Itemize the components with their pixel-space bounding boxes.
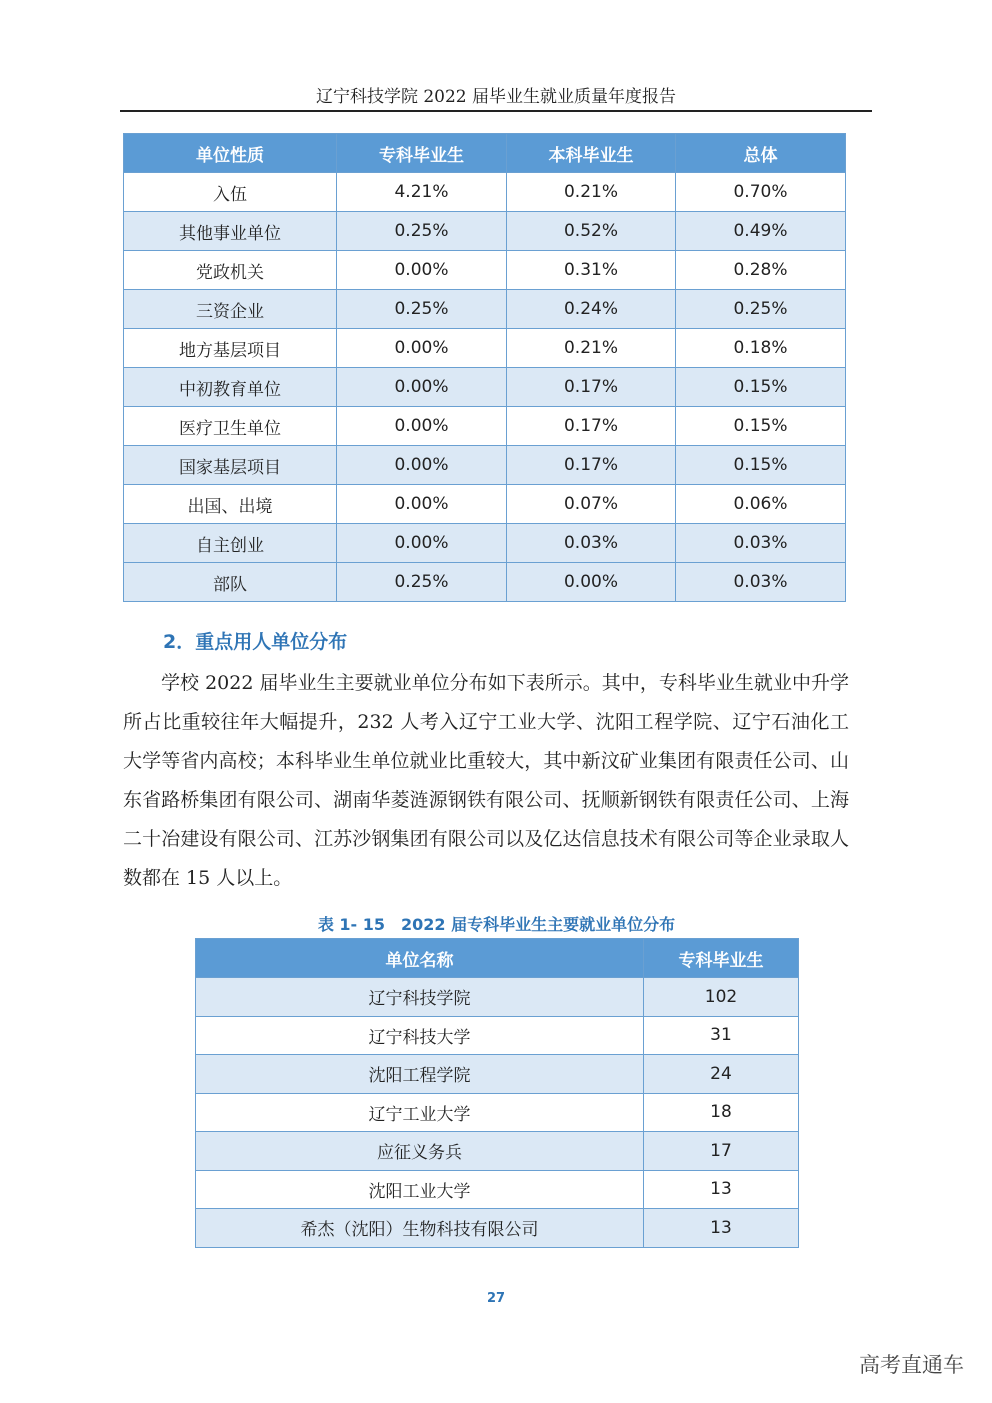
table-row [124, 485, 846, 524]
table-cell: 0.15% [676, 446, 846, 485]
table-cell: 18 [644, 1093, 799, 1132]
table-cell: 4.21% [337, 173, 507, 212]
table-cell: 0.28% [676, 251, 846, 290]
table-cell: 其他事业单位 [124, 212, 337, 251]
table-row [196, 1093, 799, 1132]
table-cell: 0.00% [337, 251, 507, 290]
table-cell: 0.00% [337, 368, 507, 407]
table-cell: 0.52% [507, 212, 676, 251]
column-header: 单位性质 [124, 134, 337, 173]
table-cell: 希杰（沈阳）生物科技有限公司 [196, 1209, 644, 1248]
table-header-row [196, 939, 799, 978]
table-cell: 0.17% [507, 368, 676, 407]
table-caption: 表 1- 15 2022 届专科毕业生主要就业单位分布 [317, 915, 676, 934]
column-header: 专科毕业生 [644, 939, 799, 978]
table-cell: 0.00% [337, 446, 507, 485]
table-cell: 0.00% [337, 407, 507, 446]
table-row [124, 329, 846, 368]
table-cell: 辽宁科技大学 [196, 1016, 644, 1055]
table-cell: 0.70% [676, 173, 846, 212]
table-cell: 0.00% [337, 485, 507, 524]
table-row [124, 407, 846, 446]
table-cell: 0.15% [676, 368, 846, 407]
body-paragraph: 学校 2022 届毕业生主要就业单位分布如下表所示。其中，专科毕业生就业中升学所占比重较往年大幅提升，232 人考入辽宁工业大学、沈阳工程学院、辽宁石油化工大学等省内高校；本科毕业生单位就业比重较大，其中新汶矿业集团有限责任公司、山东省路桥集团有限公司、湖南华菱涟源钢铁有限公司、抚顺新钢铁有限责任公司、上海二十冶建设有限公司、江苏沙钢集团有限公司以及亿达信息技术有限公司等企业录取人数都在 15 人以上。 [123, 672, 849, 889]
table-row [124, 446, 846, 485]
major-employers-table [195, 938, 799, 1248]
table-row [196, 1016, 799, 1055]
table-cell: 0.03% [507, 524, 676, 563]
table-row [124, 212, 846, 251]
section-heading: 2．重点用人单位分布 [163, 631, 348, 653]
table-cell: 辽宁科技学院 [196, 978, 644, 1017]
table-cell: 部队 [124, 563, 337, 602]
table-cell: 0.21% [507, 329, 676, 368]
table-cell: 0.21% [507, 173, 676, 212]
table-cell: 0.06% [676, 485, 846, 524]
table-cell: 入伍 [124, 173, 337, 212]
table-row [124, 524, 846, 563]
header-divider [120, 110, 872, 112]
employer-type-table [123, 133, 846, 602]
table-cell: 0.25% [337, 563, 507, 602]
table-cell: 0.25% [337, 212, 507, 251]
table-cell: 0.03% [676, 524, 846, 563]
table-cell: 102 [644, 978, 799, 1017]
table-cell: 0.03% [676, 563, 846, 602]
table-row [124, 368, 846, 407]
table-cell: 辽宁工业大学 [196, 1093, 644, 1132]
table-cell: 0.24% [507, 290, 676, 329]
table-row [196, 1055, 799, 1094]
page-header: 辽宁科技学院 2022 届毕业生就业质量年度报告 [315, 87, 677, 107]
table-cell: 0.17% [507, 407, 676, 446]
table-cell: 17 [644, 1132, 799, 1171]
table-cell: 0.25% [676, 290, 846, 329]
table-cell: 13 [644, 1209, 799, 1248]
table-row [124, 290, 846, 329]
table-row [196, 1132, 799, 1171]
column-header: 本科毕业生 [507, 134, 676, 173]
table-cell: 三资企业 [124, 290, 337, 329]
table-cell: 13 [644, 1170, 799, 1209]
table-cell: 0.00% [507, 563, 676, 602]
table-cell: 出国、出境 [124, 485, 337, 524]
table-cell: 0.31% [507, 251, 676, 290]
table-row [124, 251, 846, 290]
table-cell: 中初教育单位 [124, 368, 337, 407]
table-cell: 应征义务兵 [196, 1132, 644, 1171]
table-cell: 沈阳工业大学 [196, 1170, 644, 1209]
table-row [196, 1170, 799, 1209]
table-cell: 医疗卫生单位 [124, 407, 337, 446]
table-cell: 自主创业 [124, 524, 337, 563]
table-cell: 0.15% [676, 407, 846, 446]
table-cell: 0.18% [676, 329, 846, 368]
table-cell: 0.00% [337, 524, 507, 563]
column-header: 总体 [676, 134, 846, 173]
column-header: 单位名称 [196, 939, 644, 978]
page-number: 27 [486, 1291, 506, 1306]
table-cell: 沈阳工程学院 [196, 1055, 644, 1094]
table-cell: 0.49% [676, 212, 846, 251]
table-cell: 党政机关 [124, 251, 337, 290]
column-header: 专科毕业生 [337, 134, 507, 173]
table-cell: 0.17% [507, 446, 676, 485]
table-cell: 24 [644, 1055, 799, 1094]
table-cell: 0.00% [337, 329, 507, 368]
table-cell: 0.25% [337, 290, 507, 329]
table-row [124, 563, 846, 602]
table-cell: 国家基层项目 [124, 446, 337, 485]
watermark: 高考直通车 [859, 1353, 964, 1377]
table-cell: 31 [644, 1016, 799, 1055]
table-cell: 地方基层项目 [124, 329, 337, 368]
table-cell: 0.07% [507, 485, 676, 524]
table-row [196, 978, 799, 1017]
table-row [196, 1209, 799, 1248]
table-row [124, 173, 846, 212]
table-header-row [124, 134, 846, 173]
